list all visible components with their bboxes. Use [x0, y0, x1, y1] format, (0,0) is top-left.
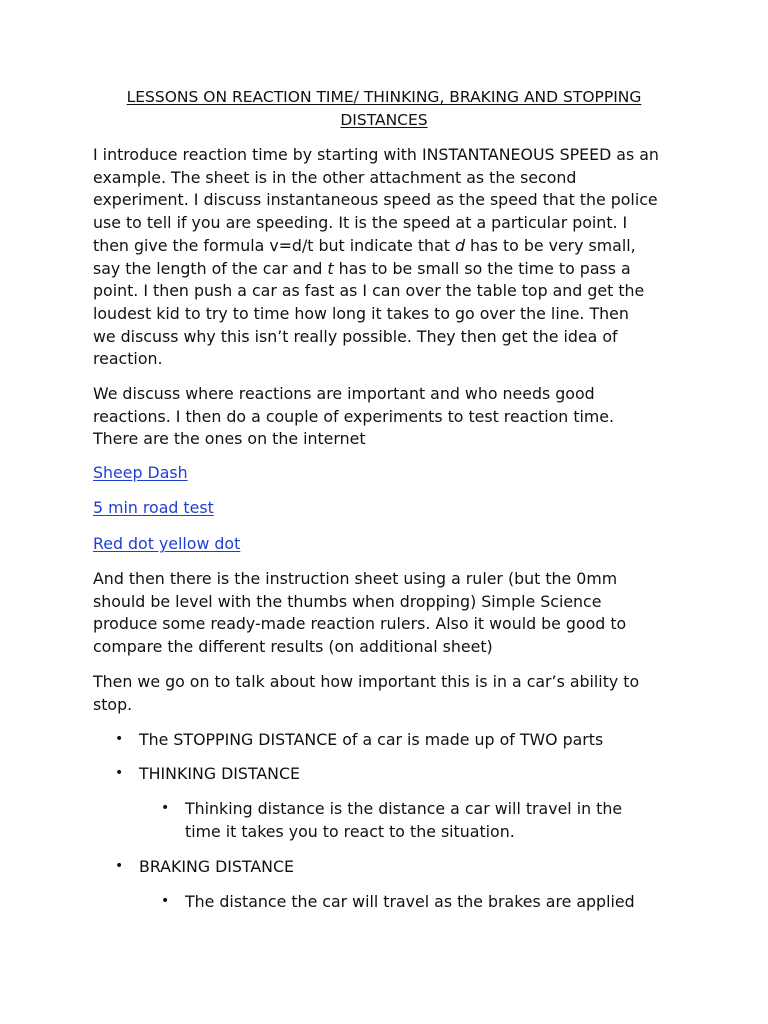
link-red-dot-yellow-dot[interactable]: Red dot yellow dot: [93, 534, 241, 553]
paragraph-reactions: [93, 383, 685, 451]
paragraph-line: We discuss where reactions are important and who needs good: [93, 384, 595, 403]
paragraph-line: I introduce reaction time by starting with INSTANTANEOUS SPEED as an: [93, 145, 659, 164]
paragraph-line: then give the formula v=d/t but indicate that d has to be very small,: [93, 235, 636, 255]
bullet-thinking-distance: THINKING DISTANCE: [139, 764, 301, 783]
bullet-stopping-distance: The STOPPING DISTANCE of a car is made up of TWO parts: [139, 730, 604, 749]
paragraph-line: reactions. I then do a couple of experiments to test reaction time.: [93, 406, 615, 426]
paragraph-line: There are the ones on the internet: [93, 429, 366, 449]
document-title: [100, 86, 668, 131]
paragraph-stopping: [93, 671, 685, 716]
paragraph-ruler: [93, 568, 685, 659]
paragraph-line: point. I then push a car as fast as I can over the table top and get the: [93, 281, 645, 301]
paragraph-line: produce some ready-made reaction rulers. Also it would be good to: [93, 614, 627, 634]
paragraph-line: reaction.: [93, 349, 163, 369]
paragraph-line: stop.: [93, 694, 133, 714]
paragraph-line: say the length of the car and t has to be small so the time to pass a: [93, 258, 631, 278]
sub-bullet-braking-definition: The distance the car will travel as the brakes are applied: [185, 892, 635, 911]
paragraph-line: use to tell if you are speeding. It is the speed at a particular point. I: [93, 213, 628, 233]
bullet-icon: •: [115, 731, 124, 747]
link-sheep-dash[interactable]: Sheep Dash: [93, 463, 188, 482]
bullet-line: time it takes you to react to the situation.: [185, 821, 515, 841]
title-line: LESSONS ON REACTION TIME/ THINKING, BRAKING AND STOPPING: [126, 88, 642, 106]
paragraph-line: And then there is the instruction sheet using a ruler (but the 0mm: [93, 569, 618, 588]
bullet-icon: •: [161, 893, 170, 909]
paragraph-line: example. The sheet is in the other attachment as the second: [93, 167, 577, 187]
paragraph-line: we discuss why this isn’t really possible. They then get the idea of: [93, 326, 618, 346]
bullet-icon: •: [161, 800, 170, 816]
title-line: DISTANCES: [340, 110, 428, 129]
bullet-icon: •: [115, 765, 124, 781]
sub-bullet-thinking-definition: [185, 798, 665, 843]
bullet-line: Thinking distance is the distance a car will travel in the: [185, 799, 623, 818]
link-road-test[interactable]: 5 min road test: [93, 498, 214, 517]
bullet-braking-distance: BRAKING DISTANCE: [139, 857, 294, 876]
paragraph-line: should be level with the thumbs when dropping) Simple Science: [93, 591, 602, 611]
bullet-icon: •: [115, 858, 124, 874]
paragraph-line: loudest kid to try to time how long it takes to go over the line. Then: [93, 303, 629, 323]
paragraph-intro: [93, 144, 685, 371]
paragraph-line: experiment. I discuss instantaneous speed as the speed that the police: [93, 190, 658, 210]
paragraph-line: compare the different results (on additional sheet): [93, 637, 493, 657]
paragraph-line: Then we go on to talk about how important this is in a car’s ability to: [93, 672, 640, 691]
